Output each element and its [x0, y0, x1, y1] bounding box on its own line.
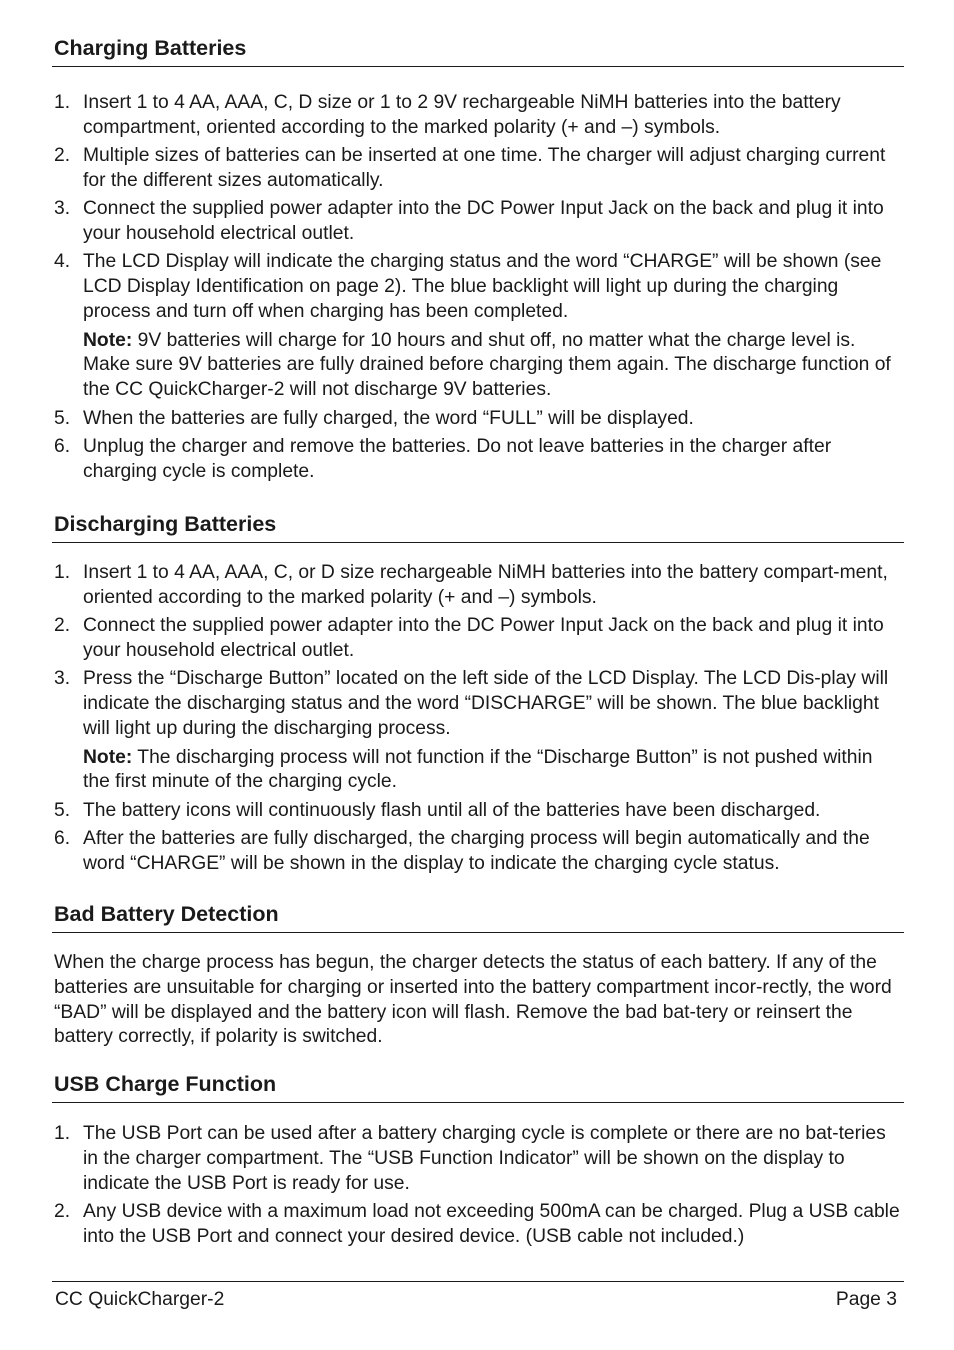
- list-item: [52, 435, 904, 485]
- item-number: 4.: [54, 251, 71, 273]
- note-text: 9V batteries will charge for 10 hours and shut off, no matter what the charge level is. Make sure 9V batteries are fully drained before charging them again. The discharge function of the CC QuickCharger-2 will not discharge 9V batteries.: [83, 329, 891, 401]
- usb-steps-list: [52, 1122, 904, 1253]
- list-item: [52, 614, 904, 664]
- item-text: When the batteries are fully charged, the word “FULL” will be displayed.: [83, 407, 694, 429]
- note-label: Note:: [83, 329, 133, 351]
- note-label: Note:: [83, 746, 133, 768]
- item-text: Connect the supplied power adapter into the DC Power Input Jack on the back and plug it into your household electrical outlet.: [83, 615, 884, 661]
- page-footer: [52, 1281, 904, 1310]
- item-text: Insert 1 to 4 AA, AAA, C, or D size rechargeable NiMH batteries into the battery compart-ment, oriented according to the marked polarity (+ and –) symbols.: [83, 562, 888, 608]
- item-number: 1.: [54, 1123, 71, 1144]
- item-number: 2.: [54, 145, 71, 167]
- note: [83, 746, 900, 796]
- footer-product-name: CC QuickCharger-2: [55, 1289, 225, 1310]
- item-number: 5.: [54, 407, 71, 429]
- list-item: [52, 1122, 904, 1196]
- item-text: Connect the supplied power adapter into the DC Power Input Jack on the back and plug it into your household electrical outlet.: [83, 198, 884, 244]
- list-item: [52, 197, 904, 247]
- item-text: Unplug the charger and remove the batteries. Do not leave batteries in the charger after charging cycle is complete.: [83, 435, 832, 482]
- item-number: 5.: [54, 799, 71, 821]
- footer-page-number: Page 3: [835, 1289, 897, 1310]
- bad-battery-paragraph: When the charge process has begun, the charger detects the status of each battery. If any of the batteries are unsuitable for charging or inserted into the battery compartment incor-rectly, the word “BAD” will be displayed and the battery icon will flash. Remove the bad bat-tery or reinsert the battery correctly, if polarity is switched.: [54, 952, 892, 1048]
- note-text: The discharging process will not function if the “Discharge Button” is not pushed within the first minute of the charging cycle.: [83, 746, 873, 793]
- list-item: [52, 91, 904, 141]
- item-text: The USB Port can be used after a battery charging cycle is complete or there are no bat-teries in the charger compartment. The “USB Function Indicator” will be shown on the display to indicate the USB Port is ready for use.: [83, 1123, 886, 1194]
- item-number: 2.: [54, 615, 71, 637]
- item-number: 6.: [54, 827, 71, 849]
- list-item: [52, 407, 904, 432]
- charging-steps-list: [52, 91, 904, 488]
- item-text: After the batteries are fully discharged, the charging process will begin automatically and the word “CHARGE” will be shown in the display to indicate the charging cycle status.: [83, 827, 870, 874]
- list-item: [52, 799, 904, 824]
- item-text: Multiple sizes of batteries can be inserted at one time. The charger will adjust charging current for the different sizes automatically.: [83, 145, 886, 191]
- item-text: The LCD Display will indicate the charging status and the word “CHARGE” will be shown (see LCD Display Identification on page 2). The blue backlight will light up during the charging process and turn off when charging has been completed.: [83, 251, 882, 322]
- list-item: [52, 250, 904, 403]
- item-text: Insert 1 to 4 AA, AAA, C, D size or 1 to 2 9V rechargeable NiMH batteries into the battery compartment, oriented according to the marked polarity (+ and –) symbols.: [83, 92, 841, 138]
- section-title-usb: USB Charge Function: [52, 1071, 904, 1103]
- list-item: [52, 827, 904, 877]
- section-title-discharging: Discharging Batteries: [52, 511, 904, 543]
- list-item: [52, 144, 904, 194]
- item-text: Any USB device with a maximum load not exceeding 500mA can be charged. Plug a USB cable into the USB Port and connect your desired device. (USB cable not included.): [83, 1200, 900, 1247]
- item-number: 1.: [54, 92, 71, 113]
- item-number: 2.: [54, 1200, 71, 1222]
- item-number: 3.: [54, 668, 71, 690]
- note: [83, 329, 900, 403]
- section-title-bad-battery: Bad Battery Detection: [52, 901, 904, 933]
- item-number: 1.: [54, 562, 71, 583]
- discharging-steps-list: [52, 561, 904, 880]
- list-item: [52, 667, 904, 795]
- item-number: 3.: [54, 198, 71, 220]
- item-text: Press the “Discharge Button” located on the left side of the LCD Display. The LCD Dis-play will indicate the discharging status and the word “DISCHARGE” will be shown. The blue backlight will light up during the discharging process.: [83, 668, 889, 739]
- item-number: 6.: [54, 435, 71, 457]
- list-item: [52, 1200, 904, 1250]
- section-title-charging: Charging Batteries: [52, 35, 904, 67]
- list-item: [52, 561, 904, 611]
- item-text: The battery icons will continuously flash until all of the batteries have been discharged.: [83, 799, 821, 821]
